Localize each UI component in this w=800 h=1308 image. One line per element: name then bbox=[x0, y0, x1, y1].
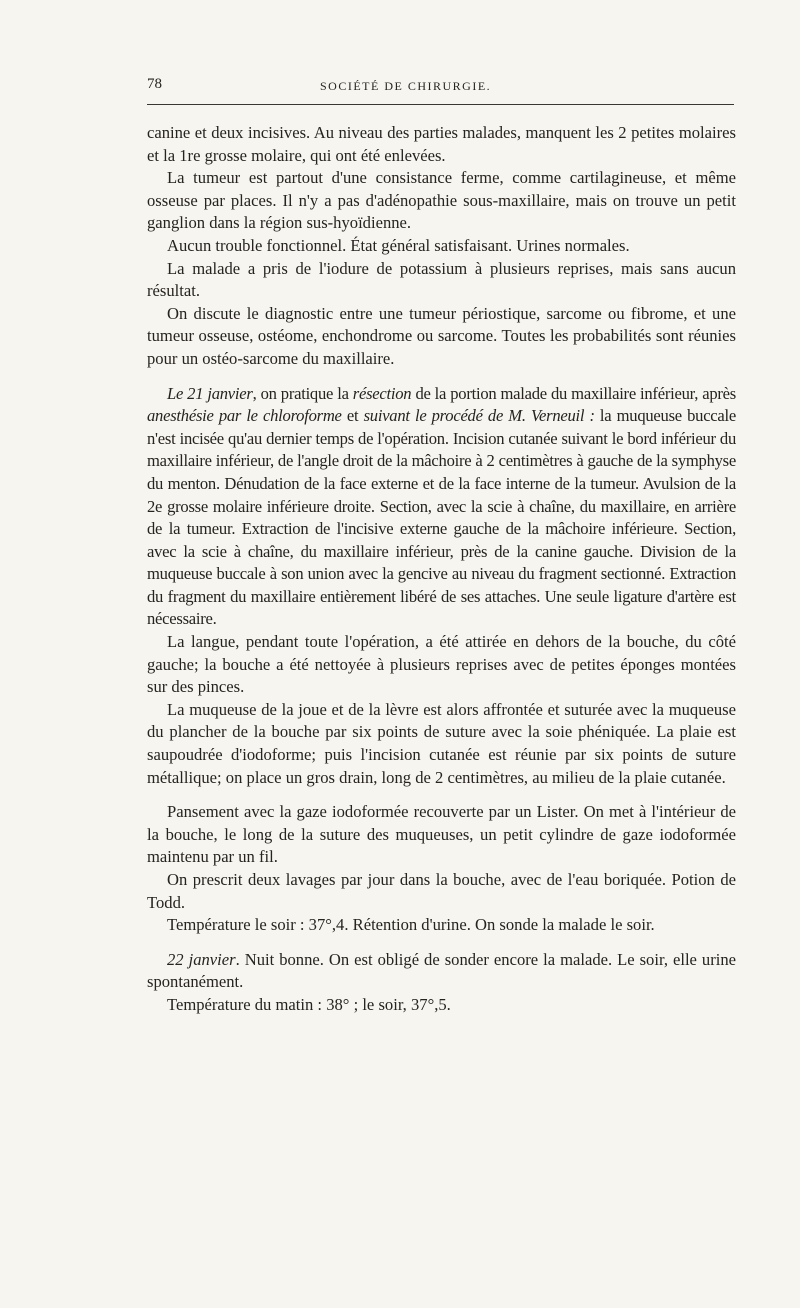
paragraph: Température le soir : 37°,4. Rétention d'urine. On sonde la malade le soir. bbox=[167, 915, 655, 935]
paragraph: La tumeur est partout d'une consistance ferme, comme cartilagineuse, et même osseuse par places. Il n'y a pas d'adénopathie sous-maxillaire, mais on trouve un petit ganglion dans la région sus-hyoïdienne. bbox=[147, 168, 736, 233]
header-rule bbox=[147, 104, 734, 105]
date-label: Le 21 janvier bbox=[167, 383, 253, 403]
text-run: . Nuit bonne. On est obligé de sonder encore la malade. Le soir, elle urine spontanément. bbox=[147, 949, 736, 992]
paragraph: La muqueuse de la joue et de la lèvre est alors affrontée et suturée avec la muqueuse du plancher de la bouche par six points de suture avec la soie phéniquée. La plaie est saupoudrée d'iodoforme; puis l'incision cutanée est réunie par six points de suture métallique; on place un gros drain, long de 2 centimètres, au milieu de la plaie cutanée. bbox=[147, 699, 736, 787]
text-run: et bbox=[341, 406, 364, 426]
paragraph: canine et deux incisives. Au niveau des parties malades, manquent les 2 petites molaires et la 1re grosse molaire, qui ont été enlevées. bbox=[147, 123, 736, 165]
paragraph: Température du matin : 38° ; le soir, 37°,5. bbox=[167, 994, 451, 1014]
italic-term: résection bbox=[352, 383, 412, 403]
paragraph: On discute le diagnostic entre une tumeur périostique, sarcome ou fibrome, et une tumeur osseuse, ostéome, enchondrome ou sarcome. Toutes les probabilités sont réunies pour un ostéo-sarcome du maxillaire. bbox=[147, 303, 736, 368]
text-run: la muqueuse buccale n'est incisée qu'au dernier temps de l'opération. Incision cutanée suivant le bord inférieur du maxillaire inférieur, de l'angle droit de la mâchoire à 2 centimètres à gauche de la symphyse du menton. Dénudation de la face externe et de la face interne de la tumeur. Avulsion de la 2e grosse molaire inférieure droite. Section, avec la scie à chaîne, du maxillaire, en arrière de la tumeur. Extraction de l'incisive externe gauche de la mâchoire inférieure. Section, avec la scie à chaîne, du maxillaire inférieur, près de la canine gauche. Division de la muqueuse buccale à son union avec la gencive au niveau du fragment sectionné. Extraction du fragment du maxillaire entièrement libéré de ses attaches. Une seule ligature d'artère est nécessaire. bbox=[147, 406, 737, 629]
italic-term: suivant le procédé de M. Verneuil : bbox=[363, 406, 595, 426]
body-text bbox=[147, 122, 736, 1017]
paragraph: Pansement avec la gaze iodoformée recouverte par un Lister. On met à l'intérieur de la bouche, le long de la suture des muqueuses, un petit cylindre de gaze iodoformée maintenu par un fil. bbox=[147, 802, 736, 867]
date-label: 22 janvier bbox=[167, 949, 236, 969]
paragraph: La malade a pris de l'iodure de potassium à plusieurs reprises, mais sans aucun résultat. bbox=[147, 258, 736, 301]
paragraph-day-two bbox=[147, 949, 736, 994]
paragraph: La langue, pendant toute l'opération, a été attirée en dehors de la bouche, du côté gauche; la bouche a été nettoyée à plusieurs reprises avec de petites éponges montées sur des pinces. bbox=[147, 632, 736, 697]
italic-term: anesthésie par le chloroforme bbox=[147, 406, 342, 426]
paragraph: On prescrit deux lavages par jour dans la bouche, avec de l'eau boriquée. Potion de Todd. bbox=[147, 870, 736, 912]
page-number: 78 bbox=[147, 76, 162, 92]
text-run: de la portion malade du maxillaire inférieur, après bbox=[411, 383, 736, 403]
paragraph-operation bbox=[147, 383, 736, 632]
paragraph: Aucun trouble fonctionnel. État général satisfaisant. Urines normales. bbox=[167, 235, 630, 255]
text-run: , on pratique la bbox=[252, 383, 353, 403]
running-head: SOCIÉTÉ DE CHIRURGIE. bbox=[320, 79, 492, 93]
